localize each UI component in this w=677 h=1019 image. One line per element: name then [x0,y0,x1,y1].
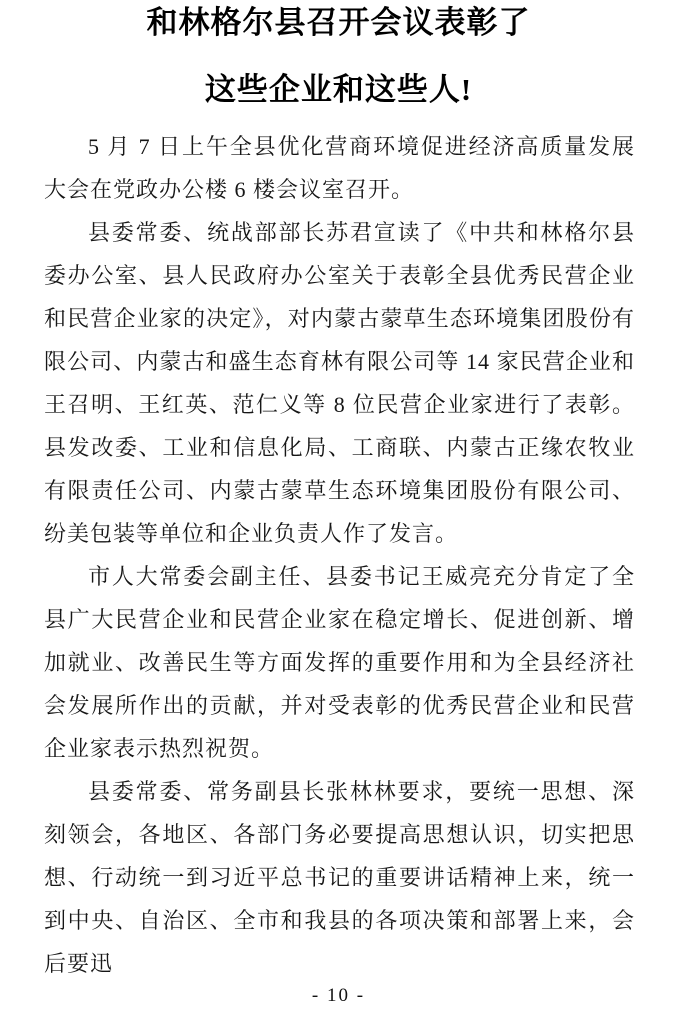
document-body [44,125,635,985]
document-title [40,4,637,108]
body-paragraph-3: 市人大常委会副主任、县委书记王威亮充分肯定了全县广大民营企业和民营企业家在稳定增长、促进创新、增加就业、改善民生等方面发挥的重要作用和为全县经济社会发展所作出的贡献，并对受表彰的优秀民营企业和民营企业家表示热烈祝贺。 [44,564,635,761]
document-title-line-1: 和林格尔县召开会议表彰了 [146,5,531,40]
body-paragraph-1: 5 月 7 日上午全县优化营商环境促进经济高质量发展大会在党政办公楼 6 楼会议室召开。 [44,134,635,202]
document-title-line-2: 这些企业和这些人! [204,72,473,107]
body-paragraph-4: 县委常委、常务副县长张林林要求，要统一思想、深刻领会，各地区、各部门务必要提高思想认识，切实把思想、行动统一到习近平总书记的重要讲话精神上来，统一到中央、自治区、全市和我县的各项决策和部署上来，会后要迅 [44,779,635,976]
body-paragraph-2: 县委常委、统战部部长苏君宣读了《中共和林格尔县委办公室、县人民政府办公室关于表彰全县优秀民营企业和民营企业家的决定》，对内蒙古蒙草生态环境集团股份有限公司、内蒙古和盛生态育林有限公司等 14 家民营企业和王召明、王红英、范仁义等 8 位民营企业家进行了表彰。县发改委、工业和信息化局、工商联、内蒙古正缘农牧业有限责任公司、内蒙古蒙草生态环境集团股份有限公司、纷美包装等单位和企业负责人作了发言。 [44,220,635,546]
page-number: - 10 - [311,985,366,1006]
